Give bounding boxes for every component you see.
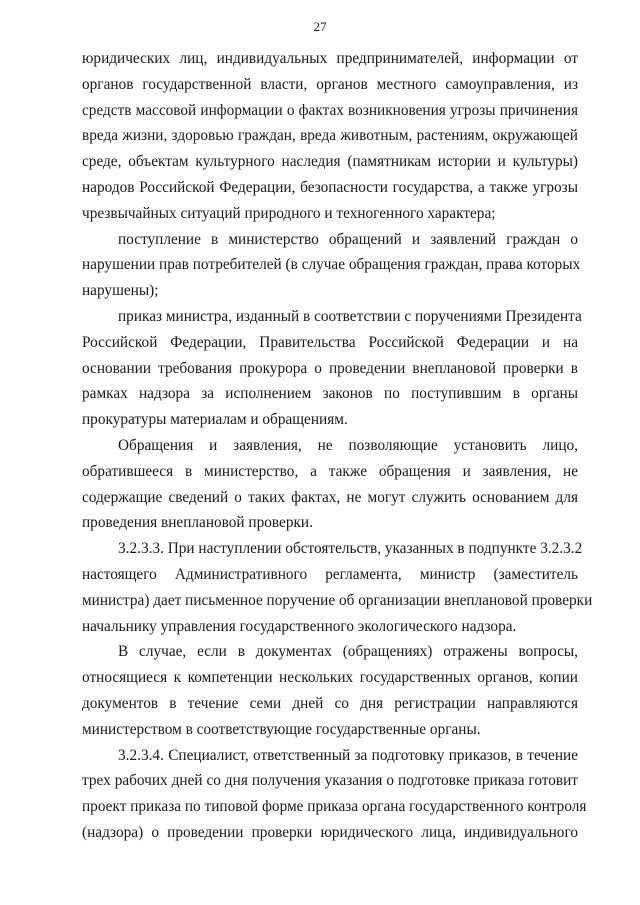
text-line: чрезвычайных ситуаций природного и техногенного характера; [82,204,496,222]
text-line: юридических лиц, индивидуальных предпринимателей, информации от [82,50,578,67]
text-line: нарушены); [82,282,159,300]
text-line: Российской Федерации, Правительства Российской Федерации и на [82,333,578,351]
text-line: нарушении прав потребителей (в случае обращения граждан, права которых [82,256,581,274]
text-line: содержащие сведений о таких фактах, не могут служить основанием для [82,488,578,506]
text-line: приказ министра, изданный в соответствии с поручениями Президента [118,307,582,325]
text-line: относящиеся к компетенции нескольких государственных органов, копии [82,669,578,687]
text-line: Обращения и заявления, не позволяющие установить лицо, [118,436,578,454]
text-line: проект приказа по типовой форме приказа органа государственного контроля [82,798,587,816]
text-line: начальнику управления государственного экологического надзора. [82,617,517,635]
text-line: поступление в министерство обращений и заявлений граждан о [118,230,578,248]
text-line: документов в течение семи дней со дня регистрации направляются [82,694,578,712]
text-line: 3.2.3.3. При наступлении обстоятельств, указанных в подпункте 3.2.3.2 [118,540,583,558]
page-number: 27 [313,19,327,34]
text-line: органов государственной власти, органов местного самоуправления, из [82,75,578,93]
text-line: основании требования прокурора о проведении внеплановой проверки в [82,359,578,377]
text-line: проведения внеплановой проверки. [82,514,313,532]
text-line: министра) дает письменное поручение об организации внеплановой проверки [82,591,593,609]
text-line: народов Российской Федерации, безопасности государства, а также угрозы [82,178,578,196]
text-line: министерством в соответствующие государственные органы. [82,720,481,738]
text-line: трех рабочих дней со дня получения указания о подготовке приказа готовит [82,772,578,790]
text-line: (надзора) о проведении проверки юридического лица, индивидуального [82,823,578,841]
document-body-text [82,46,593,846]
text-line: рамках надзора за исполнением законов по поступившим в органы [82,385,578,403]
text-line: вреда жизни, здоровью граждан, вреда животным, растениям, окружающей [82,127,578,145]
text-line: прокуратуры материалам и обращениям. [82,411,348,429]
text-line: среде, объектам культурного наследия (памятникам истории и культуры) [82,153,578,171]
text-line: настоящего Административного регламента, министр (заместитель [82,565,578,583]
text-line: обратившееся в министерство, а также обращения и заявления, не [82,462,578,480]
text-line: 3.2.3.4. Специалист, ответственный за подготовку приказов, в течение [118,746,578,764]
text-line: средств массовой информации о фактах возникновения угрозы причинения [82,101,578,119]
text-line: В случае, если в документах (обращениях) отражены вопросы, [118,643,578,661]
